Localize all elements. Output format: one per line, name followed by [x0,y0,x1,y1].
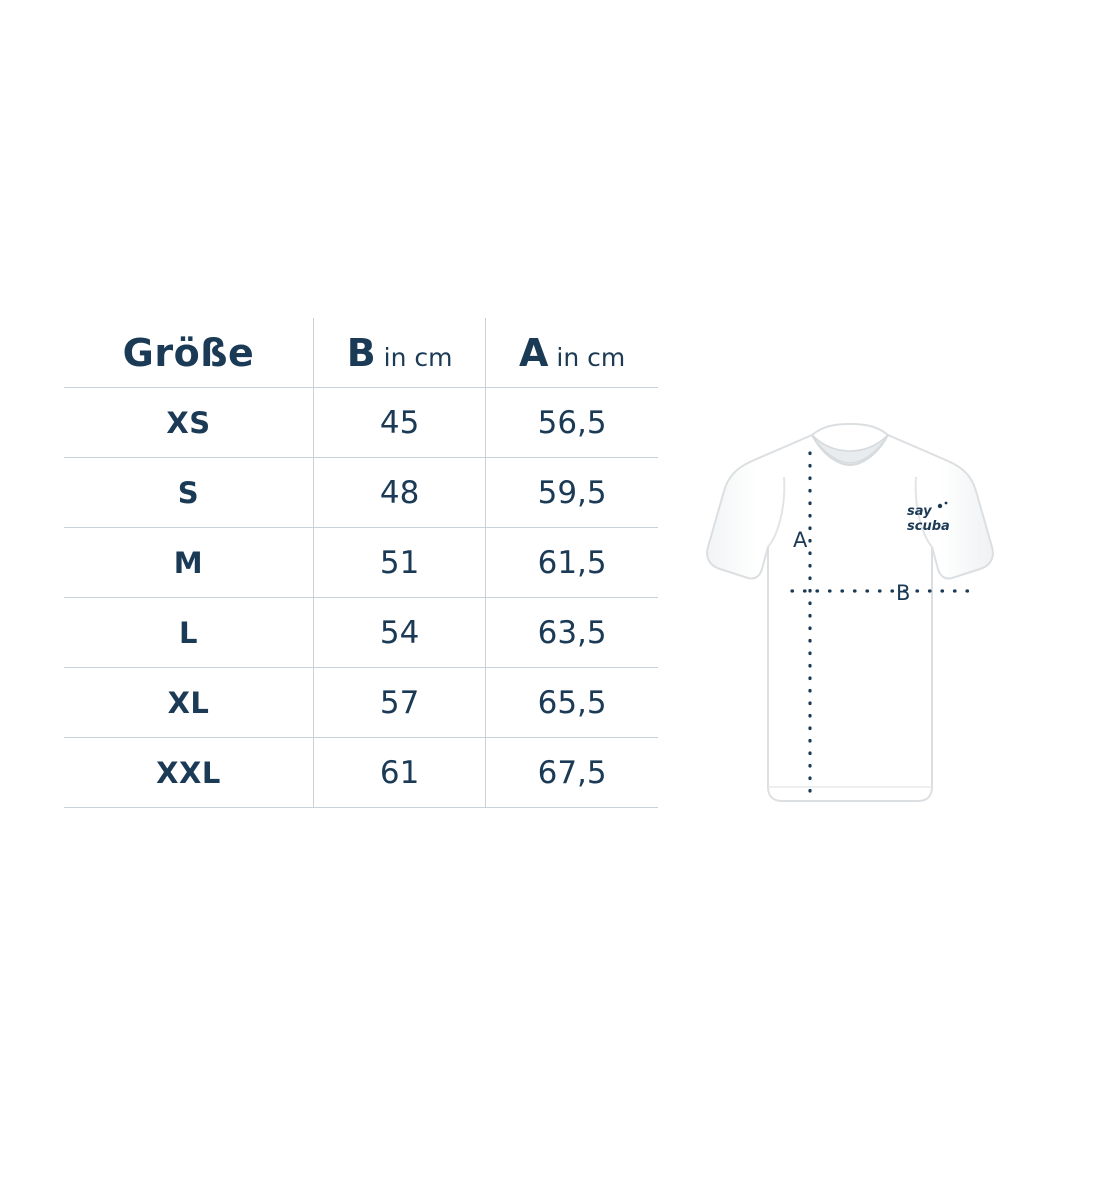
dimension-b-label: B [896,581,911,605]
cell-b [313,738,485,808]
size-label: XXL [156,755,221,790]
table-row [64,668,658,738]
cell-a [486,598,658,668]
brand-line2: scuba [907,519,950,534]
cell-size [64,668,313,738]
size-label: S [177,475,200,510]
table-row [64,598,658,668]
b-value: 45 [379,404,420,441]
b-value: 54 [379,614,420,651]
cell-b [313,458,485,528]
cell-size [64,528,313,598]
header-b [313,318,485,388]
header-b-unit: in cm [383,342,453,372]
b-value: 51 [379,544,420,581]
a-value: 59,5 [537,474,607,511]
table-row [64,738,658,808]
header-b-letter: B [346,330,376,375]
header-a-letter: A [518,330,549,375]
cell-b [313,528,485,598]
size-label: XL [167,685,210,720]
brand-line1: say [907,504,932,519]
a-value: 65,5 [537,684,607,721]
cell-a [486,738,658,808]
cell-size [64,598,313,668]
size-label: XS [166,405,211,440]
table-header-row [64,318,658,388]
header-size [64,318,313,388]
a-value: 56,5 [537,404,607,441]
size-chart [64,318,658,808]
dimension-a-label: A [793,528,808,552]
cell-b [313,598,485,668]
size-table [64,318,658,808]
cell-a [486,458,658,528]
b-value: 48 [379,474,420,511]
cell-b [313,668,485,738]
a-value: 61,5 [537,544,607,581]
cell-b [313,388,485,458]
b-value: 57 [379,684,420,721]
cell-size [64,458,313,528]
cell-a [486,388,658,458]
size-label: L [178,615,198,650]
a-value: 63,5 [537,614,607,651]
a-value: 67,5 [537,754,607,791]
table-row [64,458,658,528]
table-row [64,388,658,458]
tshirt-illustration [700,415,1000,835]
cell-size [64,388,313,458]
b-value: 61 [379,754,420,791]
cell-a [486,528,658,598]
header-a-unit: in cm [556,342,626,372]
size-label: M [173,545,204,580]
brand-logo-icon [907,500,969,536]
tshirt-icon [700,415,1000,835]
cell-size [64,738,313,808]
header-a [486,318,658,388]
table-row [64,528,658,598]
header-size-label: Größe [122,330,255,375]
cell-a [486,668,658,738]
